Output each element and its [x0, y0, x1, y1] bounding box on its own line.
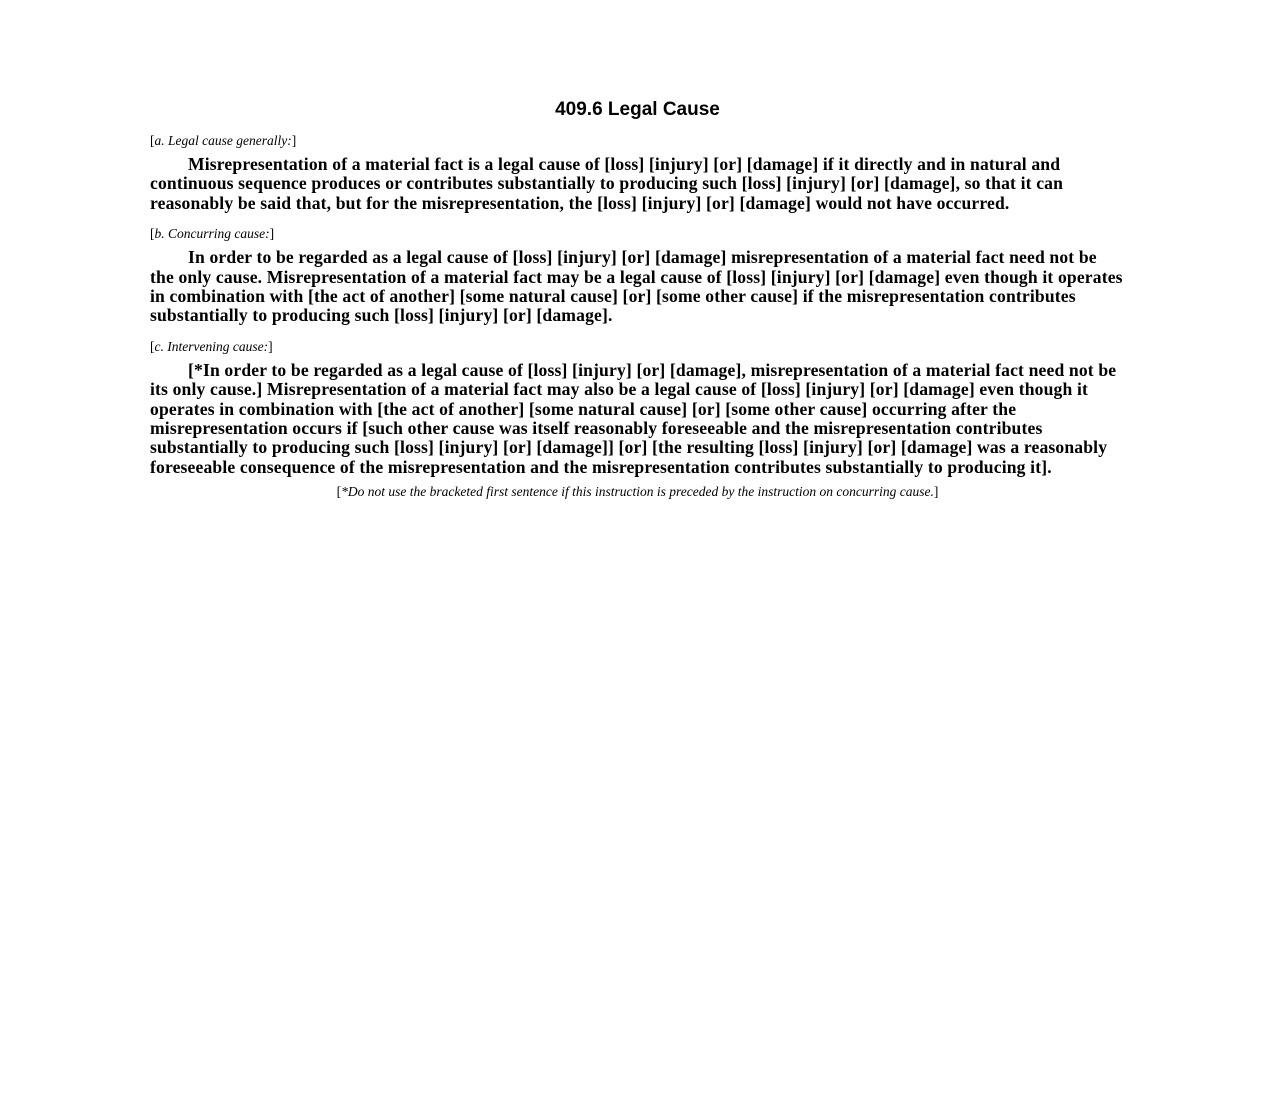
section-label-b-text: b. Concurring cause: — [154, 226, 270, 242]
section-paragraph-b: In order to be regarded as a legal cause of [loss] [injury] [or] [damage] misrepresentation of a material fact need not be the only cause. Misrepresentation of a material fact may be a legal cause of [loss] [injury] [or] [damage] even though it operates in combination with [the act of another] [some natural cause] [or] [some other cause] if the misrepresentation contributes substantially to producing such [loss] [injury] [or] [damage]. — [150, 247, 1123, 326]
section-paragraph-a: Misrepresentation of a material fact is a legal cause of [loss] [injury] [or] [damage] if it directly and in natural and continuous sequence produces or contributes substantially to producing such [loss] [injury] [or] [damage], so that it can reasonably be said that, but for the misrepresentation, the [loss] [injury] [or] [damage] would not have occurred. — [150, 154, 1064, 213]
section-label-c-text: c. Intervening cause: — [154, 338, 269, 354]
page-title: 409.6 Legal Cause — [555, 99, 720, 120]
section-label-b: [b. Concurring cause:] — [150, 226, 275, 242]
section-label-a: [a. Legal cause generally:] — [150, 133, 297, 148]
section-label-c: [c. Intervening cause:] — [150, 338, 273, 354]
usage-note: [*Do not use the bracketed first sentence if this instruction is preceded by the instruction on concurring cause.] — [336, 484, 939, 500]
usage-note-text: *Do not use the bracketed first sentence if this instruction is preceded by the instruction on concurring cause. — [341, 484, 934, 500]
section-paragraph-c: [*In order to be regarded as a legal cause of [loss] [injury] [or] [damage], misrepresentation of a material fact need not be its only cause.] Misrepresentation of a material fact may also be a legal cause of [loss] [injury] [or] [damage] even though it operates in combination with [the act of another] [some natural cause] [or] [some other cause] occurring after the misrepresentation occurs if [such other cause was itself reasonably foreseeable and the misrepresentation contributes substantially to producing such [loss] [injury] [or] [damage]] [or] [the resulting [loss] [injury] [or] [damage] was a reasonably foreseeable consequence of the misrepresentation and the misrepresentation contributes substantially to producing it]. — [150, 359, 1117, 477]
document-page — [150, 98, 1125, 501]
section-label-a-text: a. Legal cause generally: — [154, 133, 292, 148]
